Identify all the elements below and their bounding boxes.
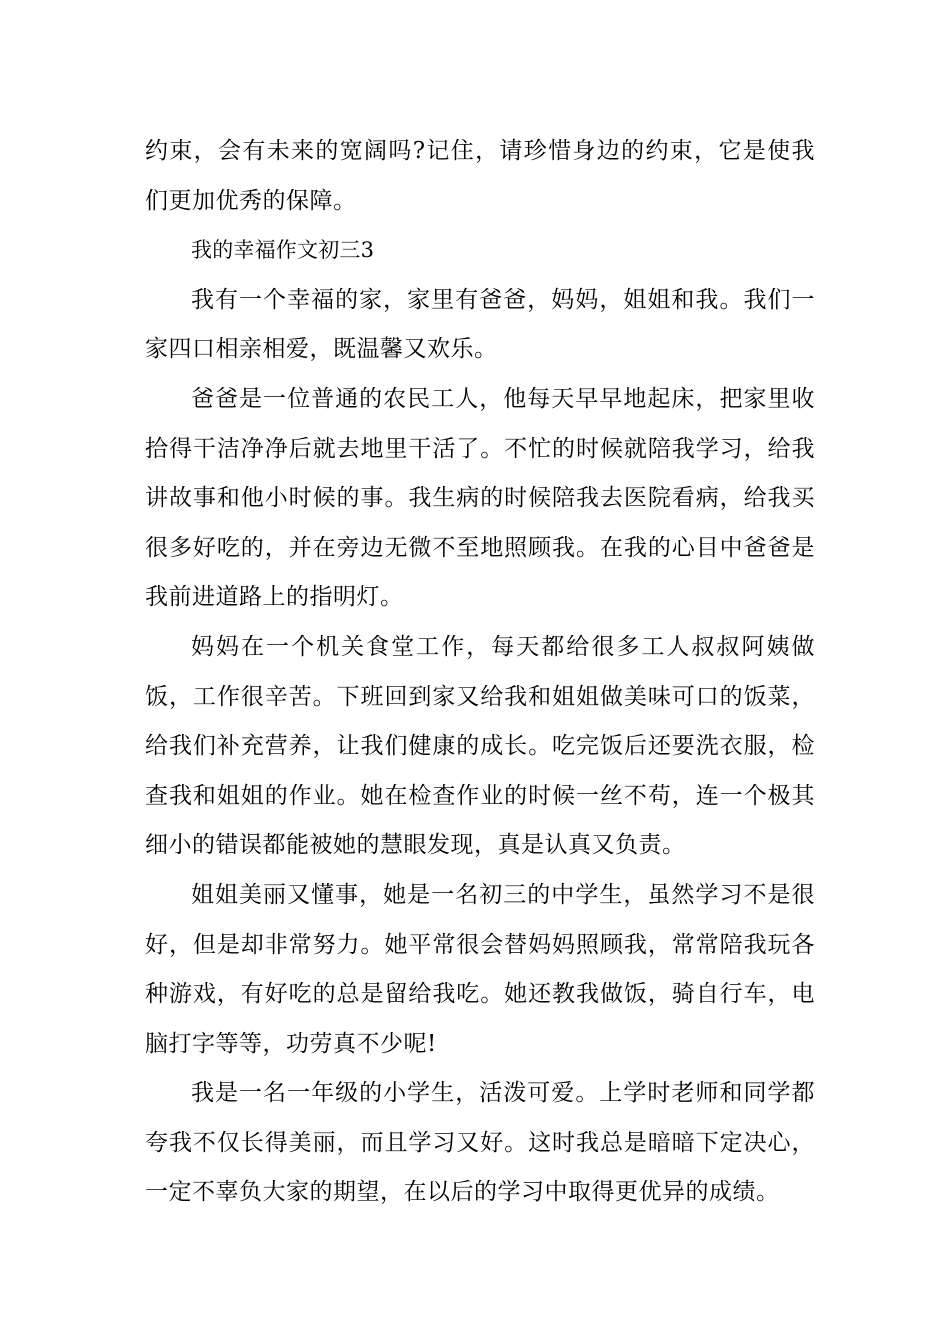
section-heading: 我的幸福作文初三3 xyxy=(191,238,375,263)
paragraph-self: 我是一名一年级的小学生，活泼可爱。上学时老师和同学都夸我不仅长得美丽，而且学习又好。这时我总是暗暗下定决心，一定不辜负大家的期望，在以后的学习中取得更优异的成绩。 xyxy=(145,1080,815,1206)
paragraph-continuation: 约束，会有未来的宽阔吗?记住，请珍惜身边的约束，它是使我们更加优秀的保障。 xyxy=(145,138,815,214)
document-page xyxy=(145,127,815,1218)
paragraph-sister: 姐姐美丽又懂事，她是一名初三的中学生，虽然学习不是很好，但是却非常努力。她平常很会替妈妈照顾我，常常陪我玩各种游戏，有好吃的总是留给我吃。她还教我做饭，骑自行车，电脑打字等等，功劳真不少呢! xyxy=(145,881,815,1057)
paragraph-mother: 妈妈在一个机关食堂工作，每天都给很多工人叔叔阿姨做饭，工作很辛苦。下班回到家又给我和姐姐做美味可口的饭菜，给我们补充营养，让我们健康的成长。吃完饭后还要洗衣服，检查我和姐姐的作业。她在检查作业的时候一丝不苟，连一个极其细小的错误都能被她的慧眼发现，真是认真又负责。 xyxy=(145,633,815,859)
paragraph-father: 爸爸是一位普通的农民工人，他每天早早地起床，把家里收拾得干洁净净后就去地里干活了。不忙的时候就陪我学习，给我讲故事和他小时候的事。我生病的时候陪我去医院看病，给我买很多好吃的，并在旁边无微不至地照顾我。在我的心目中爸爸是我前进道路上的指明灯。 xyxy=(145,385,815,611)
paragraph-family-intro: 我有一个幸福的家，家里有爸爸，妈妈，姐姐和我。我们一家四口相亲相爱，既温馨又欢乐。 xyxy=(145,286,815,363)
